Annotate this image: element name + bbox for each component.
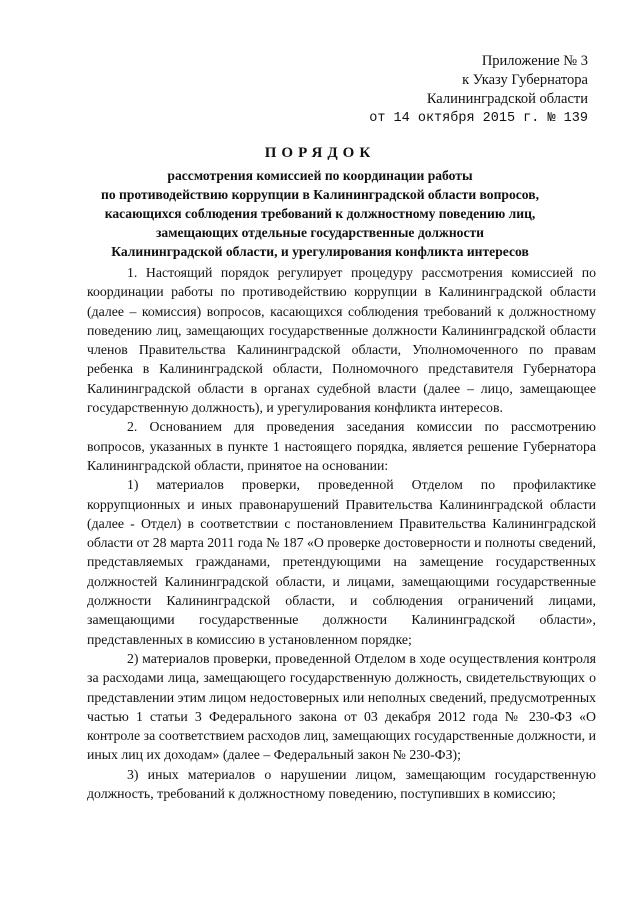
subparagraph-2-expense-control-materials: 2) материалов проверки, проведенной Отделом в ходе осуществления контроля за расходами лица, замещающего государственную должность, свидетельствующих о представлении этим лицом недостоверных или неполных сведений, предусмотренных частью 1 статьи 3 Федерального закона от 03 декабря 2012 года № 230-ФЗ «О контроле за соответствием расходов лиц, замещающих государственные должности, и иных лиц их доходам» (далее – Федеральный закон № 230-ФЗ);	[87, 650, 596, 763]
appendix-region: Калининградской области	[426, 91, 588, 107]
decree-date-number: от 14 октября 2015 г. № 139	[369, 111, 588, 126]
paragraph-1-scope: 1. Настоящий порядок регулирует процедуру рассмотрения комиссией по координации работы по противодействию коррупции в Калининградской области (далее – комиссия) вопросов, касающихся соблюдения требований к должностному поведению лиц, замещающих государственные должности Калининградской области членов Правительства Калининградской области, Уполномоченного по правам ребенка в Калининградской области, Полномочного представителя Губернатора Калининградской области в органах судебной власти (далее – лицо, замещающее государственную должность), и урегулирования конфликта интересов.	[87, 265, 596, 416]
subtitle-line: Калининградской области, и урегулирования конфликта интересов	[111, 244, 529, 259]
subtitle-line: касающихся соблюдения требований к должностному поведению лиц,	[104, 206, 536, 221]
document-title: ПОРЯДОК	[264, 145, 376, 161]
subparagraph-3-other-materials: 3) иных материалов о нарушении лицом, замещающим государственную должность, требований к должностному поведению, поступивших в комиссию;	[87, 766, 596, 802]
subparagraph-1-verification-materials: 1) материалов проверки, проведенной Отделом по профилактике коррупционных и иных правонарушений Правительства Калининградской области (далее - Отдел) в соответствии с постановлением Правительства Калининградской области от 28 марта 2011 года № 187 «О проверке достоверности и полноты сведений, представляемых гражданами, претендующими на замещение государственных должностей Калининградской области, и лицами, замещающими государственные должности Калининградской области, и соблюдения ограничений лицами, замещающими государственные должности Калининградской области», представленных в комиссию в установленном порядке;	[87, 477, 596, 647]
appendix-reference: к Указу Губернатора	[462, 72, 588, 88]
subtitle-line: замещающих отдельные государственные должности	[155, 225, 485, 240]
subtitle-line: по противодействию коррупции в Калининградской области вопросов,	[100, 187, 540, 202]
document-body	[87, 263, 596, 803]
appendix-header	[369, 52, 588, 128]
subtitle-line: рассмотрения комиссией по координации работы	[167, 168, 473, 183]
paragraph-2-grounds: 2. Основанием для проведения заседания комиссии по рассмотрению вопросов, указанных в пункте 1 настоящего порядка, является решение Губернатора Калининградской области, принятое на основании:	[87, 419, 596, 473]
appendix-number: Приложение № 3	[481, 53, 588, 69]
document-title-block	[60, 145, 580, 261]
